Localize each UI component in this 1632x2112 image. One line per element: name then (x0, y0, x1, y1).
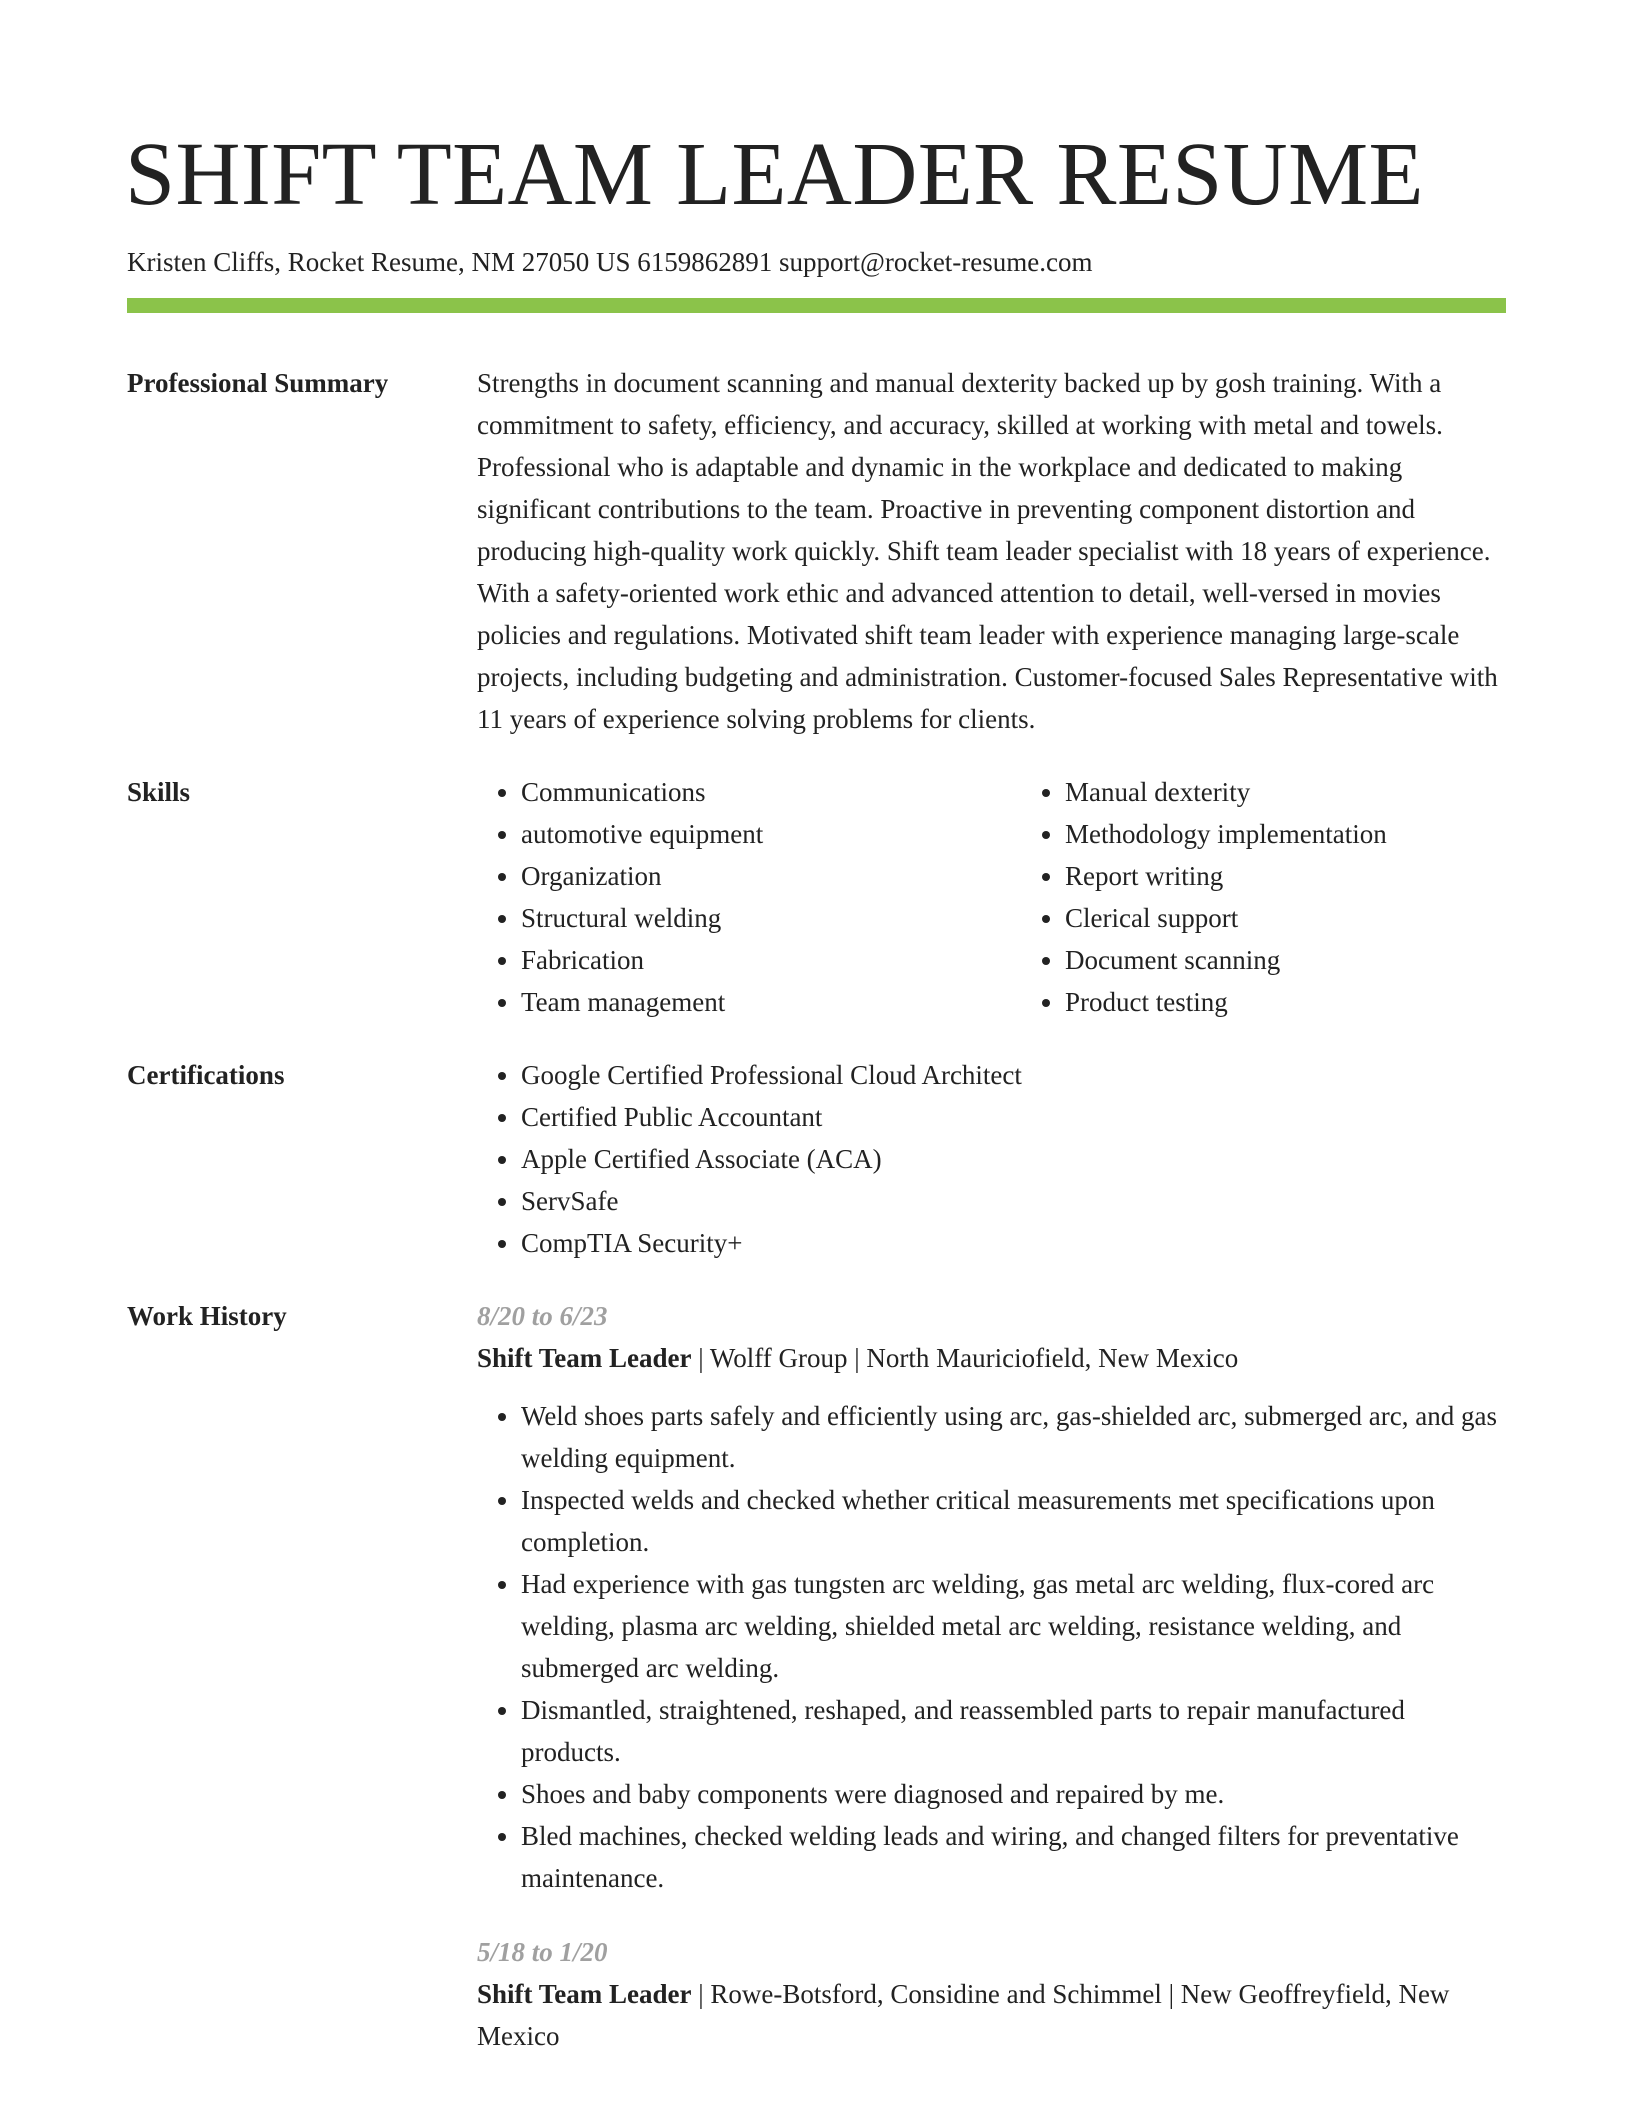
job-bullet: • Had experience with gas tungsten arc welding, gas metal arc welding, flux-cored arc welding, plasma arc welding, shielded metal arc welding, resistance welding, and submerged arc welding. (521, 1563, 1506, 1689)
skills-list-left (477, 771, 1021, 1023)
certifications-list (477, 1054, 1506, 1264)
certification-item: • ServSafe (521, 1180, 1506, 1222)
summary-section (127, 362, 1506, 740)
skills-list-right (1021, 771, 1565, 1023)
skill-item: • Fabrication (521, 939, 1021, 981)
job-bullets (477, 1395, 1506, 1899)
accent-divider (127, 298, 1506, 313)
certification-item: • Certified Public Accountant (521, 1096, 1506, 1138)
skill-item: • Clerical support (1065, 897, 1565, 939)
certifications-body (477, 1054, 1506, 1264)
job-bullet: • Weld shoes parts safely and efficiently using arc, gas-shielded arc, submerged arc, and gas welding equipment. (521, 1395, 1506, 1479)
job-dates: 5/18 to 1/20 (477, 1937, 608, 1968)
certifications-label: Certifications (127, 1060, 285, 1091)
skills-grid (477, 771, 1565, 1023)
certification-item: • Google Certified Professional Cloud Architect (521, 1054, 1506, 1096)
summary-text: Strengths in document scanning and manual dexterity backed up by gosh training. With a commitment to safety, efficiency, and accuracy, skilled at working with metal and towels. Professional who is adaptable and dynamic in the workplace and dedicated to making significant contributions to the team. Proactive in preventing component distortion and producing high-quality work quickly. Shift team leader specialist with 18 years of experience. With a safety-oriented work ethic and advanced attention to detail, well-versed in movies policies and regulations. Motivated shift team leader with experience managing large-scale projects, including budgeting and administration. Customer-focused Sales Representative with 11 years of experience solving problems for clients. (477, 368, 1498, 735)
work-history-section (127, 1295, 1506, 2057)
contact-line: Kristen Cliffs, Rocket Resume, NM 27050 US 6159862891 support@rocket-resume.com (127, 247, 1093, 277)
job-bullet: • Shoes and baby components were diagnosed and repaired by me. (521, 1773, 1506, 1815)
certification-item: • Apple Certified Associate (ACA) (521, 1138, 1506, 1180)
job-employer-location: | Wolff Group | North Mauriciofield, New Mexico (691, 1343, 1239, 1374)
skills-section (127, 771, 1506, 1023)
skills-label: Skills (127, 777, 191, 808)
job-heading (477, 1337, 1506, 1379)
skill-item: • Product testing (1065, 981, 1565, 1023)
work-history-label: Work History (127, 1301, 287, 1332)
job-bullet: • Bled machines, checked welding leads and wiring, and changed filters for preventative maintenance. (521, 1815, 1506, 1899)
skill-item: • Team management (521, 981, 1021, 1023)
skill-item: • Manual dexterity (1065, 771, 1565, 813)
summary-label: Professional Summary (127, 368, 389, 399)
skill-item: • Report writing (1065, 855, 1565, 897)
skill-item: • Document scanning (1065, 939, 1565, 981)
skill-item: • Organization (521, 855, 1021, 897)
work-history-body (477, 1295, 1506, 2057)
job-bullet: • Dismantled, straightened, reshaped, and reassembled parts to repair manufactured products. (521, 1689, 1506, 1773)
skill-item: • Methodology implementation (1065, 813, 1565, 855)
job-entry (477, 1295, 1506, 1899)
skill-item: • Communications (521, 771, 1021, 813)
skill-item: • automotive equipment (521, 813, 1021, 855)
certification-item: • CompTIA Security+ (521, 1222, 1506, 1264)
job-dates: 8/20 to 6/23 (477, 1301, 608, 1332)
job-bullet: • Inspected welds and checked whether critical measurements met specifications upon completion. (521, 1479, 1506, 1563)
page-title: SHIFT TEAM LEADER RESUME (125, 125, 1424, 224)
job-employer-location: | Rowe-Botsford, Considine and Schimmel | New Geoffreyfield, New Mexico (477, 1979, 1450, 2052)
job-title: Shift Team Leader (477, 1343, 692, 1374)
skill-item: • Structural welding (521, 897, 1021, 939)
job-entry (477, 1931, 1506, 2057)
job-heading (477, 1973, 1506, 2057)
job-title: Shift Team Leader (477, 1979, 692, 2010)
certifications-section (127, 1054, 1506, 1264)
